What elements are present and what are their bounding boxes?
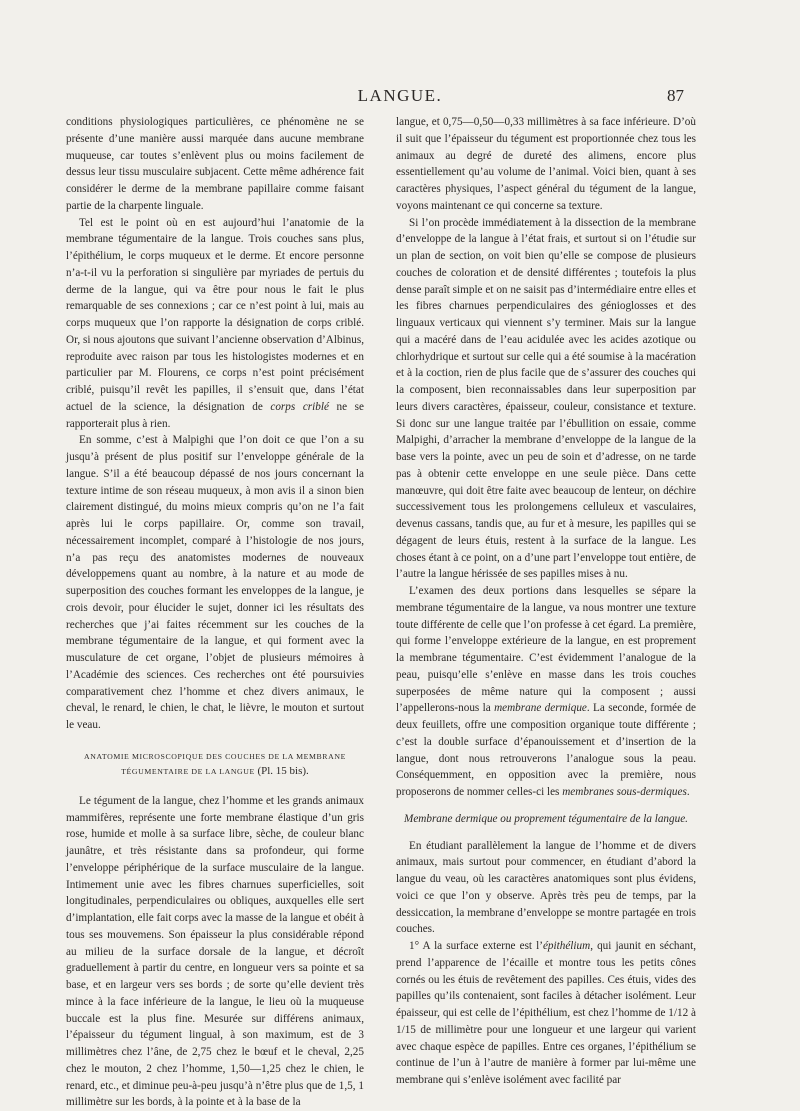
left-column	[66, 114, 364, 1111]
paragraph: Si l’on procède immédiatement à la dissection de la membrane d’enveloppe de la langue à l’état frais, et surtout si on l’étudie sur un plan de section, on voit bien qu’elle se compose de plusieurs couches de coloration et de densité différentes ; toutefois la plus dense paraît simple et on ne saisit pas d’intermédiaire entre elles et les fibres charnues perpendiculaires des génioglosses et des linguaux verticaux qui viennent s’y terminer. Mais sur la langue qui a macéré dans de l’eau acidulée avec les acides azotique ou chlorhydrique et surtout sur celle qui a été soumise à la macération et à la coction, rien de plus facile que de s’assurer des couches qui la composent, bien reconnaissables dans leur superposition par leurs divers caractères, épaisseur, couleur, consistance et texture. Si donc sur une langue traitée par l’ébullition on essaie, comme Malpighi, d’arracher la membrane d’enveloppe de la langue de la base vers la pointe, avec un peu de soin et d’adresse, on ne tarde pas à obtenir cette enveloppe en une seule pièce. Dans cette manœuvre, qui doit être faite avec beaucoup de lenteur, on déchire successivement tous les prolongemens celluleux et vasculaires, devenus cassans, tandis que, au fur et à mesure, les papilles qui se dégagent de leurs étuis, restent à la surface de la langue. Les choses étant à ce point, on a d’une part l’enveloppe tout entière, de l’autre la langue hérissée de ses papilles mises à nu.	[396, 216, 696, 581]
paragraph: En étudiant parallèlement la langue de l’homme et de divers animaux, mais surtout pour commencer, en étudiant d’abord la langue du veau, où les caractères anatomiques sont plus évidens, voici ce que l’on y observe. Après très peu de temps, par la dessiccation, la membrane d’enveloppe se montre partagée en trois couches.	[396, 839, 696, 936]
emphasis: membranes sous-dermiques	[562, 786, 687, 798]
paragraph: 1° A la surface externe est l’épithélium, qui jaunit en séchant, prend l’apparence de l’écaille et montre tous les petits cônes cornés ou les étuis de revêtement des papilles. Ces étuis, vides des papilles qu’ils contenaient, sont faciles à détacher isolément. Leur épaisseur, qui est celle de l’épithélium, est chez l’homme de 1/12 à 1/15 de millimètre pour une longueur et une largeur qui varient avec chaque espèce de papilles. Entre ces organes, l’épithélium se continue de l’un à l’autre de manière à former par lui-même une membrane qui s’enlève isolément avec facilité par	[396, 940, 696, 1086]
page-title: LANGUE.	[357, 86, 443, 105]
paragraph: Le tégument de la langue, chez l’homme et les grands animaux mammifères, représente une forte membrane élastique d’un gris rose, humide et molle à sa surface libre, sèche, de couleur blanc jaunâtre, et très résistante dans sa profondeur, qui forme l’enveloppe périphérique de la surface musculaire de la langue. Intimement unie avec les fibres charnues superficielles, soit longitudinales, perpendiculaires ou obliques, auxquelles elle sert d’implantation, elle fait corps avec la masse de la langue et obéit à tous ses mouvemens. Son épaisseur la plus considérable répond au milieu de la surface dorsale de la langue, et décroît graduellement à partir du centre, en longueur vers sa pointe et sa base, et en largeur vers ses bords ; de sorte qu’elle devient très mince à la face inférieure de la langue, le lieu où la muqueuse buccale est la plus fine. Mesurée sur différens animaux, l’épaisseur du tégument lingual, à son maximum, est de 3 millimètres chez l’âne, de 2,75 chez le bœuf et le cheval, 2,25 chez le mouton, 2 chez l’homme, 1,50—1,25 chez le chien, le renard, etc., et diminue peu-à-peu jusqu’à n’être plus que de 1,5, 1 millimètre sur les bords, à la pointe et à la base de la	[66, 794, 364, 1109]
subsection-heading: Membrane dermique ou proprement tégumentaire de la langue.	[404, 812, 688, 825]
emphasis: corps criblé	[270, 400, 329, 413]
section-heading: ANATOMIE MICROSCOPIQUE DES COUCHES DE LA MEMBRANE TÉGUMENTAIRE DE LA LANGUE (Pl. 15 bis).	[84, 751, 346, 777]
paragraph: langue, et 0,75—0,50—0,33 millimètres à sa face inférieure. D’où il suit que l’épaisseur du tégument est proportionnée chez tous les animaux au degré de dureté des alimens, encore plus essentiellement qu’au volume de l’animal. Voici bien, quant à ses caractères physiques, l’aspect général du tégument de la langue, voyons maintenant ce qui concerne sa texture.	[396, 116, 696, 212]
emphasis: membrane dermique	[494, 702, 587, 715]
running-head	[0, 86, 800, 108]
paragraph: conditions physiologiques particulières, ce phénomène ne se présente d’une manière aussi marquée dans aucune membrane muqueuse, car toutes s’enlèvent plus ou moins facilement de dessus leur tissu musculaire subjacent. Cette même adhérence fait considérer le derme de la membrane papillaire comme faisant partie de la charpente linguale.	[66, 116, 364, 212]
emphasis: épithélium	[542, 940, 591, 952]
plate-reference: (Pl. 15 bis).	[257, 764, 309, 777]
paragraph: Tel est le point où en est aujourd’hui l’anatomie de la membrane tégumentaire de la langue. Trois couches sans plus, l’épithélium, le corps muqueux et le derme. Et encore personne n’a-t-il vu la perforation si singulière par myriades de pertuis du derme de la langue, qui va être pour nous le fait le plus remarquable de ses connexions ; car ce n’est point à lui, mais au corps muqueux que l’on rapporte la désignation de corps criblé. Or, si nous ajoutons que suivant l’ancienne observation d’Albinus, reproduite avec raison par tous les histologistes modernes et en particulier par M. Flourens, ce corps n’est point précisément criblé, puisqu’il revêt les papilles, il s’ensuit que, dans l’état actuel de la science, la désignation de corps criblé ne se rapporterait plus à rien.	[66, 216, 364, 430]
page-number: 87	[667, 86, 684, 105]
paragraph: En somme, c’est à Malpighi que l’on doit ce que l’on a su jusqu’à présent de plus positif sur l’enveloppe générale de la langue. S’il a été beaucoup dépassé de nos jours concernant la texture intime de son réseau muqueux, à mon avis il a sinon bien clairement distingué, du moins mieux compris qu’on ne l’a fait après lui le corps papillaire. Or, comme son travail, nécessairement incomplet, comparé à l’histologie de nos jours, n’a pas reçu des anatomistes modernes de nouveaux développemens quant au nombre, à la nature et au mode de superposition des couches formant les enveloppes de la langue, je crois devoir, pour élucider le sujet, donner ici les résultats des recherches que j’ai faites récemment sur les couches de la membrane tégumentaire de la langue, et qui forment avec la musculature de cet organe, l’objet de plusieurs mémoires à l’Académie des sciences. Ces recherches ont été poursuivies comparativement chez l’homme et chez divers animaux, le cheval, le renard, le chien, le chat, le lièvre, le mouton et surtout le veau.	[66, 434, 364, 731]
right-column	[396, 114, 696, 1089]
paragraph: L’examen des deux portions dans lesquelles se sépare la membrane tégumentaire de la langue, va nous montrer une texture toute différente de celle que l’on professe à cet égard. La première, qui forme l’enveloppe extérieure de la langue, en est proprement la membrane tégumentaire. C’est évidemment l’analogue de la peau, puisqu’elle s’enlève en masse dans les trois couches superposées de même nature qui la composent ; aussi l’appellerons-nous la membrane dermique. La seconde, formée de deux feuillets, offre une composition organique toute différente ; c’est la double surface d’épanouissement et d’insertion de la langue, dont nous retrouverons l’analogue sous la peau. Conséquemment, en opposition avec la première, nous proposerons de nommer celles-ci les membranes sous-dermiques.	[396, 585, 696, 798]
